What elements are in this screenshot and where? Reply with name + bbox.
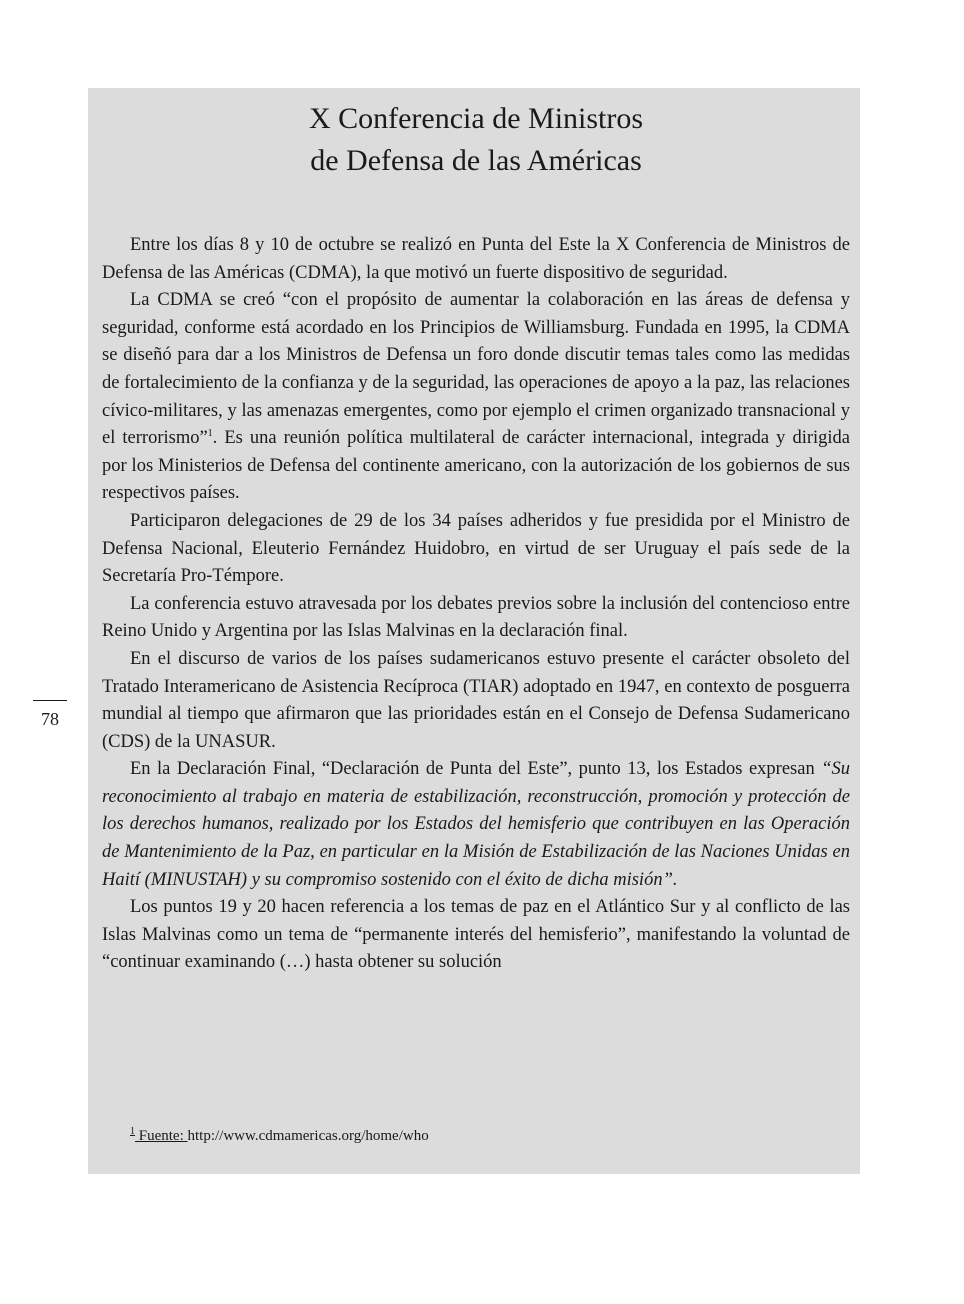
- paragraph-2-part-a: La CDMA se creó “con el propósito de aumentar la colaboración en las áreas de defensa y seguridad, conforme está acordado en los Principios de Williamsburg. Fundada en 1995, la CDMA se diseñó para dar a los Ministros de Defensa un foro donde discutir temas tales como las medidas de fortalecimiento de la confianza y de la seguridad, las operaciones de apoyo a la paz, las relaciones cívico-militares, y las amenazas emergentes, como por ejemplo el crimen organizado transnacional y el terrorismo”: [102, 290, 850, 449]
- paragraph-2-part-b: . Es una reunión política multilateral de carácter internacional, integrada y dirigida por los Ministerios de Defensa del continente americano, con la autorización de los gobiernos de sus respectivos países.: [102, 428, 851, 504]
- paragraph-3: Participaron delegaciones de 29 de los 34 países adheridos y fue presidida por el Ministro de Defensa Nacional, Eleuterio Fernández Huidobro, en virtud de ser Uruguay el país sede de la Secretaría Pro-Témpore.: [102, 510, 850, 587]
- text-box: [88, 88, 860, 1174]
- page-number: 78: [33, 700, 67, 731]
- article-body: [102, 232, 850, 977]
- footnote-label: Fuente:: [135, 1128, 188, 1144]
- paragraph-4: La conferencia estuvo atravesada por los debates previos sobre la inclusión del contencioso entre Reino Unido y Argentina por las Islas Malvinas en la declaración final.: [102, 593, 850, 642]
- paragraph-7: Los puntos 19 y 20 hacen referencia a los temas de paz en el Atlántico Sur y al conflicto de las Islas Malvinas como un tema de “permanente interés del hemisferio”, manifestando la voluntad de “continuar examinando (…) hasta obtener su solución: [102, 897, 850, 973]
- paragraph-1: Entre los días 8 y 10 de octubre se realizó en Punta del Este la X Conferencia de Ministros de Defensa de las Américas (CDMA), la que motivó un fuerte dispositivo de seguridad.: [102, 235, 850, 283]
- paragraph-6-intro: En la Declaración Final, “Declaración de Punta del Este”, punto 13, los Estados expresan: [130, 759, 822, 780]
- footnote: [130, 1127, 429, 1145]
- title-line-2: de Defensa de las Américas: [310, 144, 642, 177]
- paragraph-6: [102, 756, 850, 894]
- paragraph-5: En el discurso de varios de los países sudamericanos estuvo presente el carácter obsoleto del Tratado Interamericano de Asistencia Recíproca (TIAR) adoptado en 1947, en contexto de posguerra mundial al tiempo que afirmaron que las prioridades están en el Consejo de Defensa Sudamericano (CDS) de la UNASUR.: [102, 648, 850, 752]
- paragraph-6-quote: “Su reconocimiento al trabajo en materia de estabilización, reconstrucción, promoción y protección de los derechos humanos, realizado por los Estados del hemisferio que contribuyen en las Operación de Mantenimiento de la Paz, en particular en la Misión de Estabilización de las Naciones Unidas en Haití (MINUSTAH) y su compromiso sostenido con el éxito de dicha misión”.: [102, 759, 850, 890]
- paragraph-2: [102, 287, 850, 508]
- footnote-url[interactable]: http://www.cdmamericas.org/home/who: [187, 1128, 429, 1144]
- footnote-marker: 1: [130, 1126, 135, 1137]
- title-line-1: X Conferencia de Ministros: [308, 102, 644, 135]
- page-title: [102, 98, 850, 182]
- footnote-reference: 1: [207, 428, 213, 439]
